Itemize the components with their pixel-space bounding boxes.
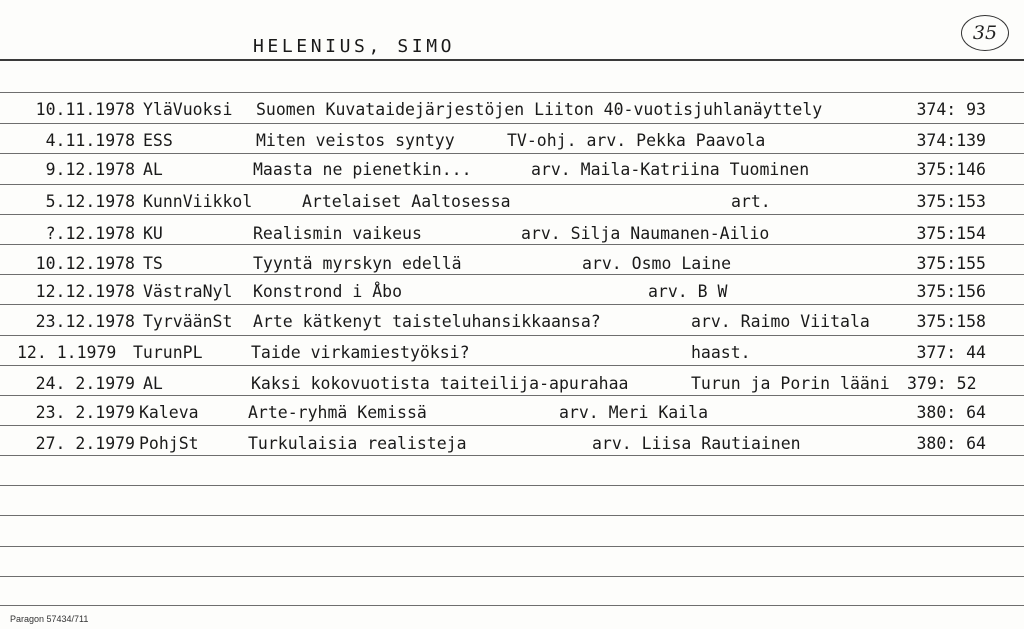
entry-date: 12. 1.1979 bbox=[17, 343, 117, 362]
entry-title: Suomen Kuvataidejärjestöjen Liiton 40-vuotisjuhlanäyttely bbox=[256, 100, 823, 119]
entry-date: 23.12.1978 bbox=[35, 312, 135, 331]
entry-title: Arte-ryhmä Kemissä bbox=[248, 403, 427, 422]
entry-row bbox=[0, 251, 1024, 277]
entry-row bbox=[0, 221, 1024, 247]
entry-source: TurunPL bbox=[133, 343, 203, 362]
ruled-line bbox=[0, 576, 1024, 577]
entry-note: arv. Raimo Viitala bbox=[691, 312, 870, 331]
entry-reference: 374:139 bbox=[916, 131, 986, 150]
entry-title: Maasta ne pienetkin... bbox=[253, 160, 472, 179]
entry-date: 4.11.1978 bbox=[45, 131, 135, 150]
entry-reference: 375:154 bbox=[916, 224, 986, 243]
entry-title: Taide virkamiestyöksi? bbox=[251, 343, 470, 362]
entry-source: TS bbox=[143, 254, 163, 273]
entry-reference: 377: 44 bbox=[916, 343, 986, 362]
entry-title: Arte kätkenyt taisteluhansikkaansa? bbox=[253, 312, 601, 331]
entry-row bbox=[0, 340, 1024, 366]
entry-row bbox=[0, 431, 1024, 457]
entry-title: Turkulaisia realisteja bbox=[248, 434, 467, 453]
ruled-line bbox=[0, 515, 1024, 516]
entry-note: arv. Maila-Katriina Tuominen bbox=[531, 160, 810, 179]
entry-title: Realismin vaikeus bbox=[253, 224, 422, 243]
ruled-line bbox=[0, 335, 1024, 336]
entry-note: Turun ja Porin lääni bbox=[691, 374, 890, 393]
entry-source: KunnViikkol bbox=[143, 192, 253, 211]
entry-date: 10.11.1978 bbox=[35, 100, 135, 119]
entry-note: haast. bbox=[691, 343, 751, 362]
entry-source: TyrväänSt bbox=[143, 312, 233, 331]
entry-note: arv. Meri Kaila bbox=[559, 403, 709, 422]
entry-row bbox=[0, 400, 1024, 426]
entry-source: Kaleva bbox=[139, 403, 199, 422]
entry-source: AL bbox=[143, 374, 163, 393]
ruled-line bbox=[0, 605, 1024, 606]
entry-date: 12.12.1978 bbox=[35, 282, 135, 301]
entry-date: 9.12.1978 bbox=[45, 160, 135, 179]
entry-source: ESS bbox=[143, 131, 173, 150]
entry-row bbox=[0, 309, 1024, 335]
entry-date: 5.12.1978 bbox=[45, 192, 135, 211]
entry-row bbox=[0, 279, 1024, 305]
ruled-line bbox=[0, 546, 1024, 547]
entry-title: Artelaiset Aaltosessa bbox=[302, 192, 511, 211]
entry-source: KU bbox=[143, 224, 163, 243]
entry-title: Kaksi kokovuotista taiteilija-apurahaa bbox=[251, 374, 629, 393]
entry-source: VästraNyl bbox=[143, 282, 233, 301]
entry-title: Tyyntä myrskyn edellä bbox=[253, 254, 462, 273]
ruled-line bbox=[0, 184, 1024, 185]
entry-note: TV-ohj. arv. Pekka Paavola bbox=[507, 131, 766, 150]
entry-reference: 375:146 bbox=[916, 160, 986, 179]
entry-date: ?.12.1978 bbox=[45, 224, 135, 243]
entry-reference: 375:158 bbox=[916, 312, 986, 331]
entry-reference: 375:155 bbox=[916, 254, 986, 273]
ruled-line bbox=[0, 92, 1024, 93]
entry-date: 10.12.1978 bbox=[35, 254, 135, 273]
entry-note: arv. Osmo Laine bbox=[582, 254, 732, 273]
entry-date: 24. 2.1979 bbox=[35, 374, 135, 393]
entry-source: PohjSt bbox=[139, 434, 199, 453]
entry-row bbox=[0, 189, 1024, 215]
entry-reference: 380: 64 bbox=[916, 434, 986, 453]
entry-note: arv. B W bbox=[648, 282, 728, 301]
entry-source: YläVuoksi bbox=[143, 100, 233, 119]
entry-source: AL bbox=[143, 160, 163, 179]
entry-title: Miten veistos syntyy bbox=[256, 131, 455, 150]
entry-reference: 375:156 bbox=[916, 282, 986, 301]
entry-reference: 375:153 bbox=[916, 192, 986, 211]
card-heading: HELENIUS, SIMO bbox=[253, 36, 456, 57]
entry-row bbox=[0, 97, 1024, 123]
ruled-line bbox=[0, 485, 1024, 486]
heading-rule bbox=[0, 59, 1024, 61]
entry-reference: 379: 52 bbox=[907, 374, 977, 393]
entry-note: arv. Silja Naumanen-Ailio bbox=[521, 224, 770, 243]
entry-row bbox=[0, 157, 1024, 183]
entry-reference: 380: 64 bbox=[916, 403, 986, 422]
entry-row bbox=[0, 128, 1024, 154]
card-footer: Paragon 57434/711 bbox=[10, 614, 89, 624]
entry-row bbox=[0, 371, 1024, 397]
entry-note: art. bbox=[731, 192, 771, 211]
entry-note: arv. Liisa Rautiainen bbox=[592, 434, 801, 453]
card-number: 35 bbox=[961, 15, 1009, 51]
entry-title: Konstrond i Åbo bbox=[253, 282, 403, 301]
entry-date: 23. 2.1979 bbox=[35, 403, 135, 422]
entry-reference: 374: 93 bbox=[916, 100, 986, 119]
ruled-line bbox=[0, 123, 1024, 124]
entry-date: 27. 2.1979 bbox=[35, 434, 135, 453]
